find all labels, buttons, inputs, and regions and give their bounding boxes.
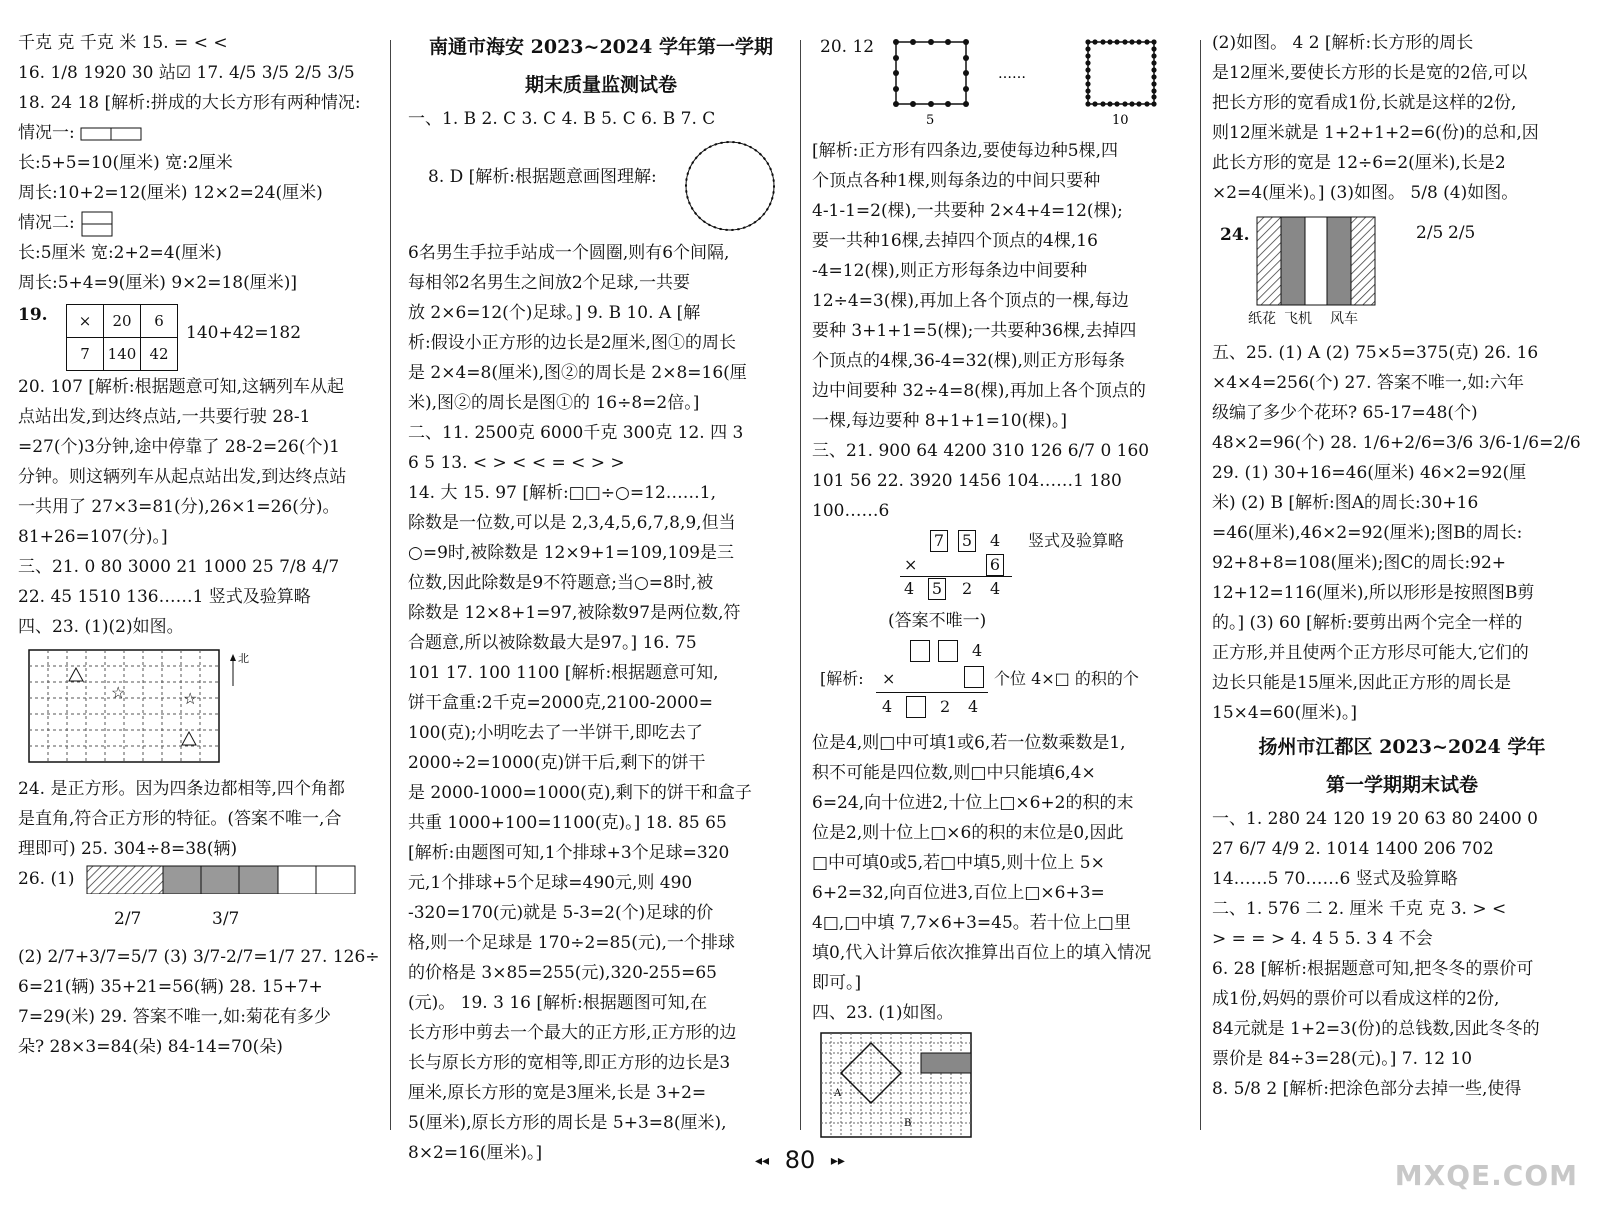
text-line: 理即可) 25. 304÷8=38(辆) [18, 839, 238, 859]
q19-block [18, 302, 380, 368]
text-line: 27 6/7 4/9 2. 1014 1400 206 702 [1212, 839, 1494, 859]
bar-label: 2/7 [114, 909, 142, 929]
text-line: 位是2,则十位上□×6的积的末位是0,因此 [812, 823, 1124, 843]
table-cell: 140 [104, 338, 141, 371]
fraction-label: 2/5 [1416, 223, 1444, 243]
text-line: 合题意,所以被除数最大是97。] 16. 75 [408, 633, 697, 653]
text-block-1d [18, 372, 380, 642]
text-line: 把长方形的宽看成1份,长就是这样的2份, [1212, 93, 1517, 113]
table-cell: × [67, 305, 104, 338]
text-line: =46(厘米),46×2=92(厘米);图B的周长: [1212, 523, 1523, 543]
multiplication-table [66, 304, 178, 371]
text-line: 是 2000-1000=1000(克),剩下的饼干和盒子 [408, 783, 752, 803]
text-line: 位数,因此除数是9不符题意;当○=8时,被 [408, 573, 714, 593]
text-line: 12+12=116(厘米),所以形形是按照图B剪 [1212, 583, 1535, 603]
digit: 4 [904, 579, 915, 598]
text-line: 边中间要种 32÷4=8(棵),再加上各个顶点的 [812, 381, 1146, 401]
text-line: 14. 大 15. 97 [解析:□□÷○=12……1, [408, 483, 716, 503]
bar-labels [18, 894, 380, 942]
digit-box: 5 [958, 530, 976, 552]
text-line: > = = > 4. 4 5 5. 3 4 不会 [1212, 929, 1433, 949]
text-line: 是12厘米,要使长方形的长是宽的2倍,可以 [1212, 63, 1528, 83]
text-line: 二、11. 2500克 6000千克 300克 12. 四 3 [408, 423, 744, 443]
text-line: 84元就是 1+2=3(份)的总钱数,因此冬冬的 [1212, 1019, 1540, 1039]
dashed-grid [28, 646, 258, 766]
digit: 4 [990, 579, 1001, 598]
prev-page-arrows: ◂◂ [755, 1153, 770, 1169]
text-line [18, 864, 380, 894]
text-block-2 [408, 238, 794, 1168]
text-line: 千克 克 千克 米 15. = < < [18, 33, 228, 53]
empty-box [910, 640, 930, 662]
text-line: 一共用了 27×3=81(分),26×1=26(分)。 [18, 497, 340, 517]
digit: 4 [972, 641, 983, 660]
digit: 4 [968, 697, 979, 716]
exam-title: 南通市海安 2023~2024 学年第一学期 [429, 36, 773, 58]
text-line: -320=170(元)就是 5-3=2(个)足球的价 [408, 903, 714, 923]
text-line: 级编了多少个花环? 65-17=48(个) [1212, 403, 1478, 423]
text-line: 每相邻2名男生之间放2个足球,一共要 [408, 273, 691, 293]
text-line: 三、21. 0 80 3000 21 1000 25 7/8 4/7 [18, 557, 340, 577]
text-line: 100……6 [812, 501, 890, 521]
q8-block [408, 138, 794, 234]
vertical-multiplication-2 [812, 640, 1194, 724]
text-line: 是 2×4=8(厘米),图②的周长是 2×8=16(厘 [408, 363, 747, 383]
exam-subtitle: 期末质量监测试卷 [524, 74, 677, 96]
text-line: 101 17. 100 1100 [解析:根据题意可知, [408, 663, 719, 683]
point-label: B [904, 1118, 912, 1129]
text-line: 6名男生手拉手站成一个圆圈,则有6个间隔, [408, 243, 730, 263]
text-line: 长:5+5=10(厘米) 宽:2厘米 [18, 153, 233, 173]
digit: 4 [882, 697, 893, 716]
square-label: 5 [926, 113, 935, 128]
text-line: 长与原长方形的宽相等,即正方形的边长是3 [408, 1053, 731, 1073]
text-line: (2)如图。 4 2 [解析:长方形的周长 [1212, 33, 1474, 53]
text-line: 4□,□中填 7,7×6+3=45。若十位上□里 [812, 913, 1131, 933]
text-line: 8. 5/8 2 [解析:把涂色部分去掉一些,使得 [1212, 1079, 1522, 1099]
q20-label: 20. 12 [820, 37, 875, 57]
digit: 2 [962, 579, 973, 598]
text-line: 101 56 22. 3920 1456 104……1 180 [812, 471, 1122, 491]
text-line: 元,1个排球+5个足球=490元,则 490 [408, 873, 693, 893]
text-line: 饼干盒重:2千克=2000克,2100-2000= [408, 693, 713, 713]
text-line: 填0,代入计算后依次推算出百位上的填入情况 [812, 943, 1152, 963]
text-block-1e [18, 774, 380, 942]
text-line: 18. 24 18 [解析:拼成的大长方形有两种情况: [18, 93, 361, 113]
empty-box [964, 666, 984, 688]
text-line: 20. 107 [解析:根据题意可知,这辆列车从起 [18, 377, 345, 397]
hatched-bars [1256, 216, 1386, 312]
text-line: 成1份,妈妈的票价可以看成这样的2份, [1212, 989, 1500, 1009]
fraction-label: 2/5 [1448, 223, 1476, 243]
star-mark: ☆ [183, 689, 198, 708]
dotted-squares [878, 32, 1178, 132]
text-line: 22. 45 1510 136……1 竖式及验算略 [18, 587, 311, 607]
bar-label: 3/7 [212, 909, 240, 929]
text-line: 分钟。则这辆列车从起点站出发,到达终点站 [18, 467, 347, 487]
text-block-4b [1212, 338, 1592, 728]
text-line: [解析:正方形有四条边,要使每边种5棵,四 [812, 141, 1118, 161]
text-line: 个顶点各种1棵,则每条边的中间只要种 [812, 171, 1101, 191]
text-line: 二、1. 576 二 2. 厘米 千克 克 3. > < [1212, 899, 1507, 919]
north-arrow-head [230, 654, 236, 661]
q19-equation: 140+42=182 [186, 323, 302, 343]
exam-title: 扬州市江都区 2023~2024 学年 [1258, 736, 1546, 758]
text-line: 即可。] [812, 973, 862, 993]
rectangle-figure [80, 211, 114, 237]
text-line: 4-1-1=2(棵),一共要种 2×4+4=12(棵); [812, 201, 1123, 221]
text-line: 周长:10+2=12(厘米) 12×2=24(厘米) [18, 183, 323, 203]
rectangle-figure [80, 126, 142, 142]
text-line: 三、21. 900 64 4200 310 126 6/7 0 160 [812, 441, 1150, 461]
text-line: -4=12(棵),则正方形每条边中间要种 [812, 261, 1088, 281]
text-line: 正方形,并且使两个正方形尽可能大,它们的 [1212, 643, 1529, 663]
text-line: 24. 是正方形。因为四条边都相等,四个角都 [18, 779, 345, 799]
text-line: 29. (1) 30+16=46(厘米) 46×2=92(厘 [1212, 463, 1527, 483]
exam-subtitle: 第一学期期末试卷 [1325, 774, 1478, 796]
text-line: 7=29(米) 29. 答案不唯一,如:菊花有多少 [18, 1007, 331, 1027]
text-line: 点站出发,到达终点站,一共要行驶 28-1 [18, 407, 311, 427]
grid-drawing-figure [812, 1032, 1194, 1144]
q24-figure [1212, 212, 1592, 334]
text-line: 长:5厘米 宽:2+2=4(厘米) [18, 243, 222, 263]
text-block-1f [18, 942, 380, 1062]
text-block-3a [812, 136, 1194, 526]
star-mark: ☆ [111, 683, 126, 702]
text-block-1b [18, 148, 380, 238]
text-line: 情况二: [18, 213, 75, 233]
table-cell: 20 [104, 305, 141, 338]
bar-caption: 纸花 [1248, 311, 1276, 327]
answer-column-3 [812, 28, 1194, 1129]
north-label: 北 [238, 652, 249, 665]
vertical-note: 竖式及验算略 [1028, 531, 1125, 550]
shaded-rectangle [921, 1053, 971, 1073]
times-sign: × [882, 669, 896, 688]
text-line: □中可填0或5,若□中填5,则十位上 5× [812, 853, 1105, 873]
answer-note: (答案不唯一) [888, 611, 987, 631]
fraction-bar [86, 864, 356, 894]
text-line: 析:假设小正方形的边长是2厘米,图①的周长 [408, 333, 736, 353]
table-cell: 42 [141, 338, 178, 371]
text-line: 朵? 28×3=84(朵) 84-14=70(朵) [18, 1037, 283, 1057]
text-line: 位是4,则□中可填1或6,若一位数乘数是1, [812, 733, 1126, 753]
text-line: 除数是 12×8+1=97,被除数97是两位数,符 [408, 603, 741, 623]
text-line: 一、1. B 2. C 3. C 4. B 5. C 6. B 7. C [408, 109, 716, 129]
next-page-arrows: ▸▸ [830, 1153, 845, 1169]
text-line: 除数是一位数,可以是 2,3,4,5,6,7,8,9,但当 [408, 513, 736, 533]
text-line: 则12厘米就是 1+2+1+2=6(份)的总和,因 [1212, 123, 1539, 143]
page-footer [0, 1146, 1600, 1174]
square-label: 10 [1112, 113, 1129, 128]
text-line: 5(厘米),原长方形的周长是 5+3=8(厘米), [408, 1113, 727, 1133]
text-line: 厘米,原长方形的宽是3厘米,长是 3+2= [408, 1083, 707, 1103]
square-grid [820, 1032, 980, 1140]
bar-caption: 飞机 [1284, 311, 1312, 327]
text-line: 情况一: [18, 123, 75, 143]
text-line: 边长只能是15厘米,因此正方形的周长是 [1212, 673, 1512, 693]
ellipsis-label: …… [998, 66, 1026, 82]
analysis-tail: 个位 4×□ 的积的个 [994, 669, 1139, 688]
text-block-1a [18, 28, 380, 148]
watermark: MXQE.COM [1394, 1159, 1578, 1192]
text-line: 8×2=16(厘米)。] [408, 1143, 543, 1163]
digit: 4 [990, 531, 1001, 550]
text-line: 一棵,每边要种 8+1+1=10(棵)。] [812, 411, 1068, 431]
vertical-multiplication-1 [812, 530, 1194, 602]
text-line: (2) 2/7+3/7=5/7 (3) 3/7-2/7=1/7 27. 126÷ [18, 947, 380, 967]
text-line: ×4×4=256(个) 27. 答案不唯一,如:六年 [1212, 373, 1525, 393]
text-line: 四、23. (1)(2)如图。 [18, 617, 184, 637]
text-line: 是直角,符合正方形的特征。(答案不唯一,合 [18, 809, 342, 829]
text-line: 米) (2) B [解析:图A的周长:30+16 [1212, 493, 1479, 513]
column-divider [800, 40, 801, 1130]
text-block-4a [1212, 28, 1592, 208]
text-line: 长方形中剪去一个最大的正方形,正方形的边 [408, 1023, 737, 1043]
text-block-3b [812, 728, 1194, 1028]
table-cell: 6 [141, 305, 178, 338]
text-line: 8. D [解析:根据题意画图理解: [428, 167, 657, 187]
text-line: 共重 1000+100=1100(克)。] 18. 85 65 [408, 813, 727, 833]
text-line: 2000÷2=1000(克)饼干后,剩下的饼干 [408, 753, 706, 773]
text-line: 16. 1/8 1920 30 站☑ 17. 4/5 3/5 2/5 3/5 [18, 63, 355, 83]
digit-box: 5 [928, 578, 946, 600]
point-label: A [834, 1088, 842, 1099]
table-cell: 7 [67, 338, 104, 371]
text-line [18, 208, 380, 238]
text-line: =27(个)3分钟,途中停靠了 28-2=26(个)1 [18, 437, 340, 457]
text-line: 100(克);小明吃去了一半饼干,即吃去了 [408, 723, 703, 743]
text-line: 6+2=32,向百位进3,百位上□×6+3= [812, 883, 1105, 903]
text-line: 6. 28 [解析:根据题意可知,把冬冬的票价可 [1212, 959, 1534, 979]
text-line: 6=24,向十位进2,十位上□×6+2的积的末 [812, 793, 1134, 813]
digit-box: 7 [930, 530, 948, 552]
text-line: 四、23. (1)如图。 [812, 1003, 954, 1023]
text-line: 的价格是 3×85=255(元),320-255=65 [408, 963, 717, 983]
bar-caption: 风车 [1330, 311, 1358, 327]
text-line: 15×4=60(厘米)。] [1212, 703, 1357, 723]
text-line: 积不可能是四位数,则□中只能填6,4× [812, 763, 1096, 783]
text-block-1c [18, 238, 380, 298]
q24-label: 24. [1220, 225, 1250, 245]
text-line: 81+26=107(分)。] [18, 527, 168, 547]
triangle-mark [69, 668, 83, 681]
map-grid-figure [18, 646, 380, 770]
vertical-rule [876, 692, 988, 693]
digit: 2 [940, 697, 951, 716]
text-line [18, 118, 380, 148]
times-sign: × [904, 555, 918, 574]
text-line: [解析:由题图可知,1个排球+3个足球=320 [408, 843, 730, 863]
text-line: 26. (1) [18, 869, 75, 889]
text-line: 的。] (3) 60 [解析:要剪出两个完全一样的 [1212, 613, 1523, 633]
text-line: 12÷4=3(棵),再加上各个顶点的一棵,每边 [812, 291, 1129, 311]
answer-column-2 [408, 28, 794, 1163]
text-line: 个顶点的4棵,36-4=32(棵),则正方形每条 [812, 351, 1125, 371]
text-block-4c [1212, 804, 1592, 1104]
text-line: 14……5 70……6 竖式及验算略 [1212, 869, 1458, 889]
page-number: 80 [784, 1146, 816, 1174]
text-line: 票价是 84÷3=28(元)。] 7. 12 10 [1212, 1049, 1473, 1069]
text-line: 周长:5+4=9(厘米) 9×2=18(厘米)] [18, 273, 297, 293]
text-line: 五、25. (1) A (2) 75×5=375(克) 26. 16 [1212, 343, 1539, 363]
column-divider [390, 40, 391, 1130]
text-line: 48×2=96(个) 28. 1/6+2/6=3/6 3/6-1/6=2/6 [1212, 433, 1581, 453]
triangle-mark [182, 732, 196, 745]
answer-column-1 [18, 28, 380, 1124]
text-line: (元)。 19. 3 16 [解析:根据题图可知,在 [408, 993, 708, 1013]
text-line: 米),图②的周长是图①的 16÷8=2倍。] [408, 393, 700, 413]
text-line: 6=21(辆) 35+21=56(辆) 28. 15+7+ [18, 977, 323, 997]
digit-box: 6 [986, 554, 1004, 576]
empty-box [938, 640, 958, 662]
text-line: 一、1. 280 24 120 19 20 63 80 2400 0 [1212, 809, 1538, 829]
circle-figure [678, 138, 782, 234]
answer-column-4 [1212, 28, 1592, 1124]
text-line: 要种 3+1+1=5(棵);一共要种36棵,去掉四 [812, 321, 1137, 341]
text-line: ×2=4(厘米)。] (3)如图。 5/8 (4)如图。 [1212, 183, 1519, 203]
text-line: 92+8+8=108(厘米);图C的周长:92+ [1212, 553, 1507, 573]
analysis-label: [解析: [820, 669, 864, 688]
text-line: 放 2×6=12(个)足球。] 9. B 10. A [解 [408, 303, 701, 323]
text-line: 此长方形的宽是 12÷6=2(厘米),长是2 [1212, 153, 1506, 173]
empty-box [906, 696, 926, 718]
text-line: ○=9时,被除数是 12×9+1=109,109是三 [408, 543, 734, 563]
column-divider [1200, 40, 1201, 1130]
text-line: 要一共种16棵,去掉四个顶点的4棵,16 [812, 231, 1098, 251]
text-line: 格,则一个足球是 170÷2=85(元),一个排球 [408, 933, 735, 953]
q20-figure [812, 32, 1194, 132]
q19-label: 19. [18, 305, 48, 325]
text-line: 6 5 13. < > < < = < > > [408, 453, 625, 473]
vertical-rule [900, 576, 1012, 577]
